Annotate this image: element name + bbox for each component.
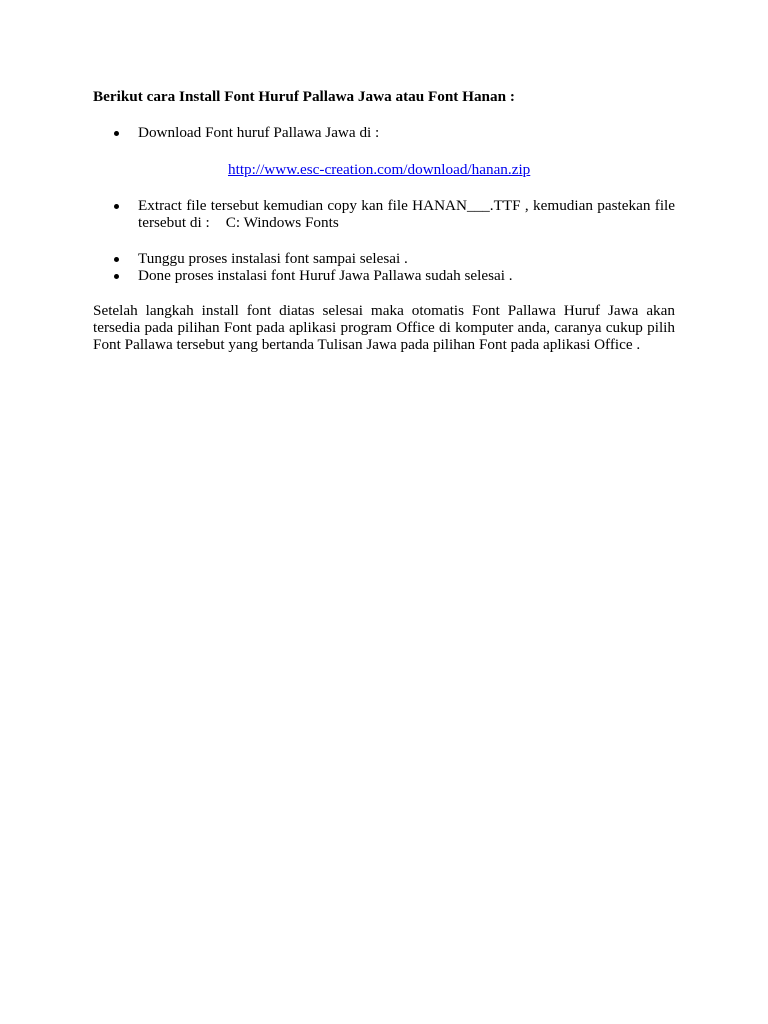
step-wait-text: Tunggu proses instalasi font sampai selesai .: [138, 250, 408, 267]
install-steps-list-2: [93, 197, 675, 231]
step-download-text: Download Font huruf Pallawa Jawa di :: [138, 124, 380, 141]
list-item: [93, 250, 675, 267]
step-extract-label: Extract file tersebut kemudian copy kan file HANAN___.TTF , kemudian pastekan file tersebut di :: [138, 197, 675, 231]
list-item: [93, 267, 675, 284]
bullet-icon: [114, 257, 119, 262]
install-steps-list-3: [93, 250, 675, 284]
step-done-text: Done proses instalasi font Huruf Jawa Pallawa sudah selesai .: [138, 267, 513, 284]
step-extract-text: [138, 197, 675, 231]
bullet-icon: [114, 274, 119, 279]
download-link[interactable]: http://www.esc-creation.com/download/hanan.zip: [228, 161, 531, 178]
install-steps-list: [93, 124, 675, 178]
bullet-icon: [114, 131, 119, 136]
bullet-icon: [114, 204, 119, 209]
document-heading: Berikut cara Install Font Huruf Pallawa Jawa atau Font Hanan :: [93, 88, 515, 105]
list-item: [93, 124, 675, 178]
document-page: [93, 88, 675, 353]
list-item: [93, 197, 675, 231]
closing-paragraph: Setelah langkah install font diatas selesai maka otomatis Font Pallawa Huruf Jawa akan tersedia pada pilihan Font pada aplikasi program Office di komputer anda, caranya cukup pilih Font Pallawa tersebut yang bertanda Tulisan Jawa pada pilihan Font pada aplikasi Office .: [93, 302, 675, 353]
fonts-folder-path: C: Windows Fonts: [225, 214, 339, 231]
